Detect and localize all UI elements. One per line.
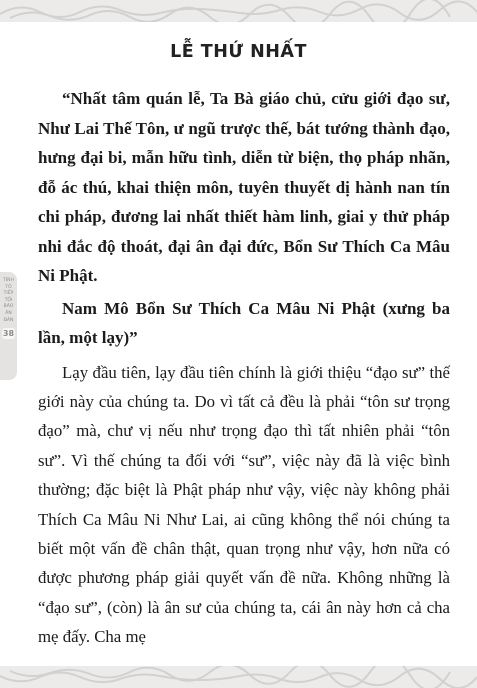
side-tab-word: TIẾP — [3, 291, 14, 297]
side-tab-word: TÔ — [5, 284, 12, 290]
bottom-ornament-band — [0, 666, 477, 688]
side-tab-word: BÁO — [3, 304, 14, 310]
prayer-paragraph: “Nhất tâm quán lễ, Ta Bà giáo chủ, cửu giới đạo sư, Như Lai Thế Tôn, ư ngũ trược thế, bát tướng thành đạo, hưng đại bi, mẫn hữu tình, diễn từ biện, thọ pháp nhãn, đỗ ác thú, khai thiện môn, tuyên thuyết dị hành nan tín chi pháp, đương lai nhất thiết hàm linh, giai y thử pháp nhi đắc độ thoát, đại ân đại đức, Bổn Sư Thích Ca Mâu Ni Phật. — [38, 89, 450, 285]
side-tab-word: ÂN — [5, 310, 12, 316]
bottom-ornament-pattern — [0, 666, 477, 688]
side-tab — [0, 272, 17, 380]
side-tab-word: ĐÀN — [3, 317, 14, 323]
section-heading: LỄ THỨ NHẤT — [170, 42, 307, 62]
body-text — [38, 84, 450, 652]
page-number: 38 — [2, 329, 15, 339]
side-tab-word: TỐI — [4, 297, 13, 303]
top-ornament-pattern — [0, 0, 477, 22]
top-ornament-band — [0, 0, 477, 22]
commentary-paragraph: Lạy đầu tiên, lạy đầu tiên chính là giới thiệu “đạo sư” thế giới này của chúng ta. Do vì tất cả đều là phải “tôn sư trọng đạo” mà, chư vị nếu như trọng đạo thì tất nhiên phải “tôn sư”. Vì thế chúng ta đối với “sư”, việc này đã là việc bình thường; đặc biệt là Phật pháp như vậy, việc này không phải Thích Ca Mâu Ni Như Lai, ai cũng không thể nói chúng ta biết một vấn đề chân thật, quan trọng như vậy, hơn nữa có được phương pháp giải quyết vấn đề nữa. Không những là “đạo sư”, (còn) là ân sư của chúng ta, cái ân này hơn cả cha mẹ đấy. Cha mẹ — [38, 362, 450, 647]
side-tab-word: TỊNH — [3, 278, 14, 283]
invocation-paragraph: Nam Mô Bổn Sư Thích Ca Mâu Ni Phật (xưng ba lần, một lạy)” — [38, 298, 450, 347]
